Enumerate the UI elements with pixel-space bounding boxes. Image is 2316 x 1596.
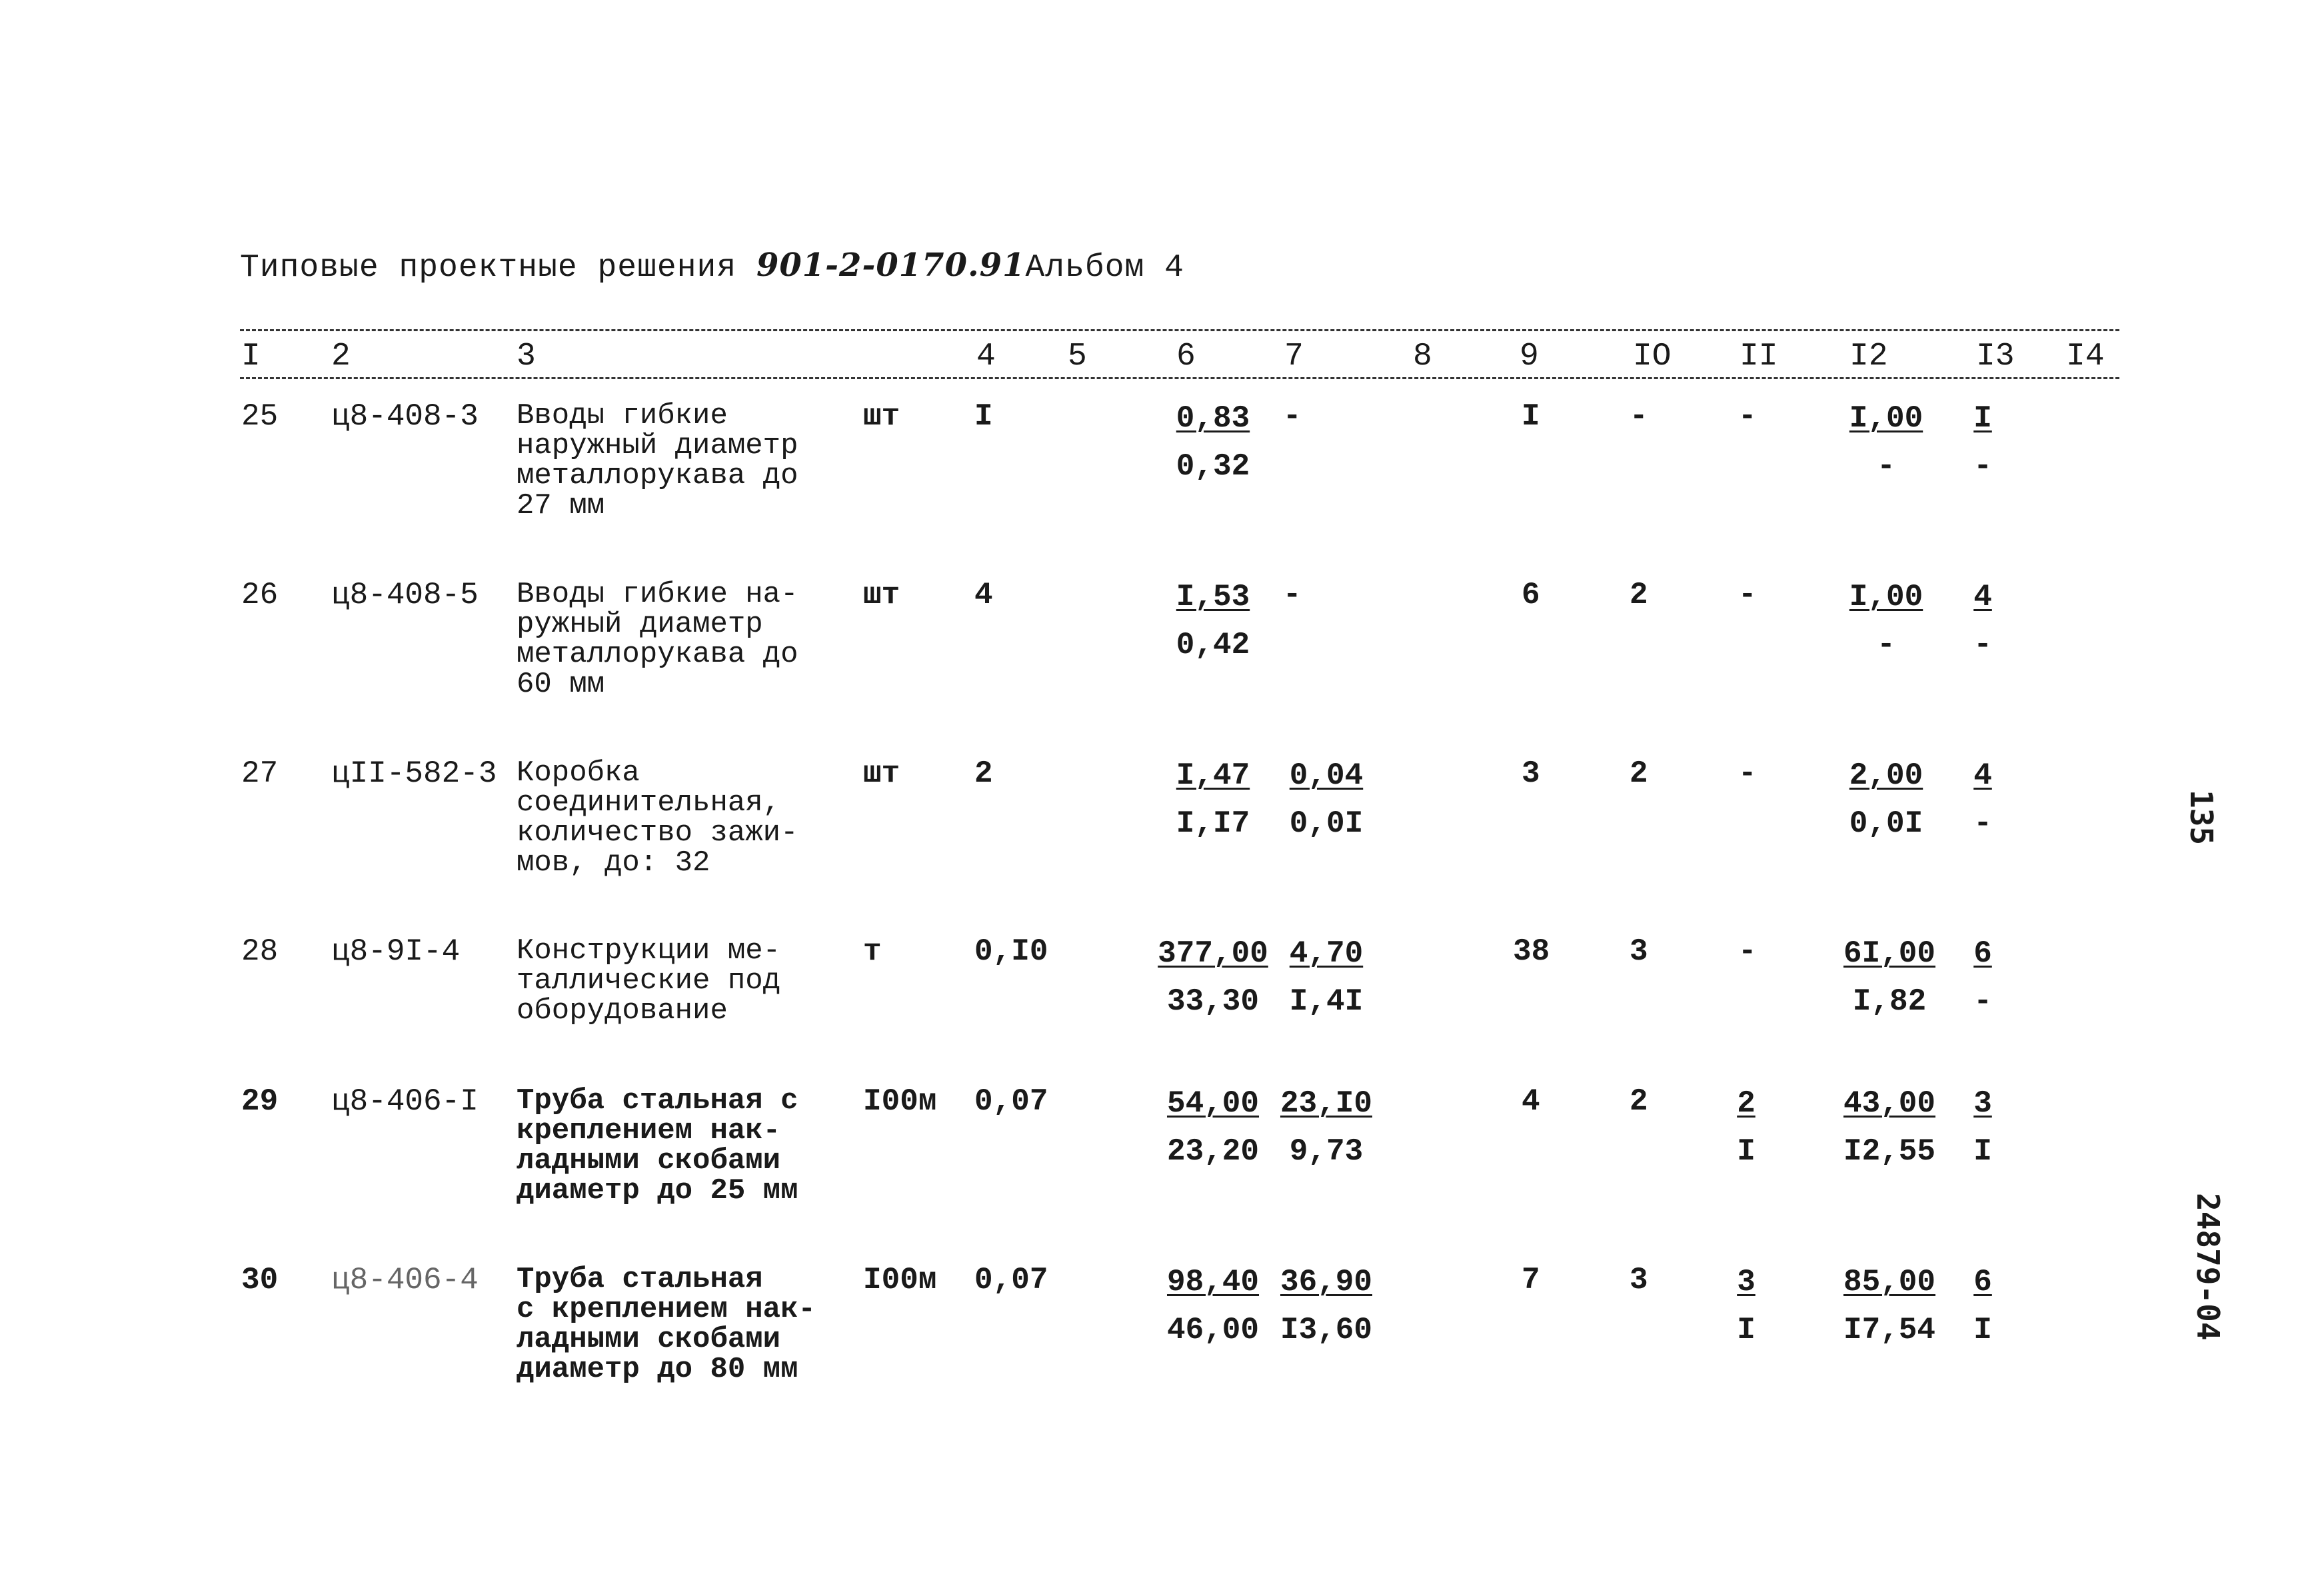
quantity: 2 — [974, 756, 993, 791]
work-description — [517, 1086, 863, 1206]
value-denominator: 46,00 — [1166, 1313, 1260, 1347]
value-numerator: 98,40 — [1166, 1265, 1260, 1299]
quantity: 4 — [974, 578, 993, 612]
row-number: 26 — [241, 578, 279, 612]
value-col-13 — [1966, 1086, 1999, 1169]
value-col-12 — [1839, 580, 1933, 662]
value-numerator: 36,90 — [1280, 1265, 1373, 1299]
description-line: Вводы гибкие на- — [517, 578, 798, 611]
description-line: с креплением нак- — [517, 1293, 816, 1326]
description-line: ладными скобами — [517, 1144, 781, 1178]
column-number: 9 — [1520, 339, 1539, 375]
description-line: диаметр до 80 мм — [517, 1353, 798, 1386]
rate-code: цII-582-3 — [331, 756, 497, 791]
value-denominator: 23,20 — [1166, 1134, 1260, 1169]
value-col-11 — [1730, 1265, 1763, 1347]
value-numerator: I,00 — [1849, 580, 1923, 614]
value-col-7 — [1276, 758, 1376, 841]
description-line: Конструкции ме- — [517, 934, 781, 968]
description-line: соединительная, — [517, 786, 781, 820]
description-line: 60 мм — [517, 668, 605, 701]
description-line: Труба стальная с — [517, 1084, 798, 1118]
value-col-9: 3 — [1522, 756, 1540, 791]
value-denominator: 33,30 — [1166, 984, 1260, 1019]
value-denominator: - — [1877, 628, 1895, 662]
column-number: 5 — [1068, 339, 1087, 375]
description-line: металлорукава до — [517, 459, 798, 492]
column-number: 4 — [976, 339, 996, 375]
value-denominator: 0,0I — [1849, 806, 1923, 841]
value-col-13 — [1966, 758, 1999, 841]
value-col-10: - — [1630, 399, 1648, 434]
value-col-11: - — [1738, 578, 1757, 612]
value-col-12 — [1839, 758, 1933, 841]
value-col-6 — [1163, 401, 1263, 484]
work-description — [517, 1265, 863, 1385]
column-number: 2 — [331, 339, 351, 375]
work-description — [517, 758, 863, 878]
header-series: 901-2-0170.91 — [756, 247, 1026, 284]
description-line: ладными скобами — [517, 1323, 781, 1356]
value-col-12 — [1839, 401, 1933, 484]
column-number: 7 — [1284, 339, 1304, 375]
quantity: 0,07 — [974, 1263, 1048, 1297]
value-col-9: 6 — [1522, 578, 1540, 612]
value-col-6 — [1163, 758, 1263, 841]
value-denominator: - — [1973, 449, 1992, 484]
value-denominator: I3,60 — [1280, 1313, 1373, 1347]
unit: шт — [863, 399, 900, 434]
column-number: 8 — [1413, 339, 1432, 375]
column-number: I2 — [1849, 339, 1888, 375]
value-numerator: I — [1973, 401, 1992, 436]
unit: I00м — [863, 1084, 937, 1119]
value-col-6 — [1156, 936, 1270, 1019]
value-col-13 — [1966, 580, 1999, 662]
value-col-7 — [1276, 1086, 1376, 1169]
value-denominator: I2,55 — [1843, 1134, 1936, 1169]
value-denominator: I — [1737, 1134, 1755, 1169]
value-col-10: 3 — [1630, 934, 1648, 969]
value-numerator: I,47 — [1176, 758, 1250, 793]
column-number: I4 — [2066, 339, 2105, 375]
description-line: металлорукава до — [517, 638, 798, 671]
value-numerator: 4,70 — [1289, 936, 1364, 971]
value-col-9: 4 — [1522, 1084, 1540, 1119]
document-code: 24879-04 — [2190, 1193, 2226, 1341]
value-col-10: 2 — [1630, 578, 1648, 612]
description-line: оборудование — [517, 994, 728, 1028]
unit: шт — [863, 578, 900, 612]
value-col-6 — [1163, 580, 1263, 662]
unit: шт — [863, 756, 900, 791]
column-number: 3 — [517, 339, 536, 375]
work-description — [517, 936, 863, 1026]
work-description — [517, 580, 863, 700]
document-header — [240, 247, 1184, 286]
row-number: 27 — [241, 756, 279, 791]
value-numerator: 6 — [1973, 1265, 1992, 1299]
rate-code: ц8-406-I — [331, 1084, 479, 1119]
column-number: IO — [1633, 339, 1672, 375]
value-col-12 — [1839, 1086, 1939, 1169]
value-col-7: - — [1283, 578, 1302, 612]
value-denominator: - — [1973, 806, 1992, 841]
value-numerator: 0,83 — [1176, 401, 1250, 436]
value-col-13 — [1966, 401, 1999, 484]
value-col-7: - — [1283, 399, 1302, 434]
value-denominator: I,82 — [1852, 984, 1927, 1019]
row-number: 29 — [241, 1084, 279, 1119]
row-number: 30 — [241, 1263, 279, 1297]
table-header-rule — [240, 377, 2119, 379]
description-line: ружный диаметр — [517, 608, 763, 641]
value-numerator: 23,I0 — [1280, 1086, 1373, 1121]
description-line: Коробка — [517, 756, 640, 790]
value-denominator: I,4I — [1289, 984, 1364, 1019]
value-numerator: 0,04 — [1289, 758, 1364, 793]
value-col-7 — [1276, 1265, 1376, 1347]
value-denominator: 9,73 — [1289, 1134, 1364, 1169]
value-denominator: I — [1737, 1313, 1755, 1347]
description-line: таллические под — [517, 964, 781, 998]
value-denominator: 0,0I — [1289, 806, 1364, 841]
value-denominator: I — [1973, 1134, 1992, 1169]
value-numerator: 2,00 — [1849, 758, 1923, 793]
value-numerator: 4 — [1973, 580, 1992, 614]
value-numerator: 85,00 — [1843, 1265, 1936, 1299]
rate-code: ц8-408-5 — [331, 578, 479, 612]
column-number: II — [1739, 339, 1778, 375]
value-col-9: 7 — [1522, 1263, 1540, 1297]
value-denominator: 0,32 — [1176, 449, 1250, 484]
row-number: 28 — [241, 934, 279, 969]
rate-code: ц8-9I-4 — [331, 934, 461, 969]
work-description — [517, 401, 863, 521]
description-line: количество зажи- — [517, 816, 798, 850]
value-numerator: 2 — [1737, 1086, 1755, 1121]
value-numerator: I,00 — [1849, 401, 1923, 436]
description-line: наружный диаметр — [517, 429, 798, 462]
header-album: Альбом 4 — [1025, 250, 1184, 286]
description-line: мов, до: 32 — [517, 846, 710, 880]
value-denominator: I7,54 — [1843, 1313, 1936, 1347]
value-col-11 — [1730, 1086, 1763, 1169]
value-col-9: I — [1522, 399, 1540, 434]
value-denominator: I — [1973, 1313, 1992, 1347]
value-col-6 — [1163, 1086, 1263, 1169]
value-col-6 — [1163, 1265, 1263, 1347]
column-number: I3 — [1976, 339, 2015, 375]
value-col-7 — [1276, 936, 1376, 1019]
value-numerator: 3 — [1737, 1265, 1755, 1299]
value-numerator: 377,00 — [1158, 936, 1268, 971]
value-col-11: - — [1738, 756, 1757, 791]
value-col-10: 2 — [1630, 1084, 1648, 1119]
value-col-12 — [1839, 1265, 1939, 1347]
description-line: 27 мм — [517, 489, 605, 522]
page-number: 135 — [2183, 790, 2219, 846]
quantity: I — [974, 399, 993, 434]
column-number: I — [241, 339, 261, 375]
row-number: 25 — [241, 399, 279, 434]
value-col-13 — [1966, 1265, 1999, 1347]
value-denominator: - — [1973, 984, 1992, 1019]
value-numerator: I,53 — [1176, 580, 1250, 614]
description-line: Труба стальная — [517, 1263, 763, 1296]
value-numerator: 43,00 — [1843, 1086, 1936, 1121]
value-denominator: I,I7 — [1176, 806, 1250, 841]
value-numerator: 4 — [1973, 758, 1992, 793]
value-denominator: - — [1877, 449, 1895, 484]
rate-code: ц8-406-4 — [331, 1263, 479, 1297]
table-top-rule — [240, 329, 2119, 331]
unit: I00м — [863, 1263, 937, 1297]
column-number: 6 — [1176, 339, 1196, 375]
value-col-10: 2 — [1630, 756, 1648, 791]
description-line: креплением нак- — [517, 1114, 781, 1148]
description-line: диаметр до 25 мм — [517, 1174, 798, 1207]
value-numerator: 3 — [1973, 1086, 1992, 1121]
value-col-11: - — [1738, 934, 1757, 969]
value-col-12 — [1839, 936, 1939, 1019]
value-col-13 — [1966, 936, 1999, 1019]
value-numerator: 54,00 — [1166, 1086, 1260, 1121]
value-numerator: 6I,00 — [1843, 936, 1936, 971]
value-col-9: 38 — [1513, 934, 1550, 969]
value-denominator: 0,42 — [1176, 628, 1250, 662]
value-col-11: - — [1738, 399, 1757, 434]
header-prefix: Типовые проектные решения — [240, 250, 737, 286]
quantity: 0,07 — [974, 1084, 1048, 1119]
rate-code: ц8-408-3 — [331, 399, 479, 434]
value-numerator: 6 — [1973, 936, 1992, 971]
quantity: 0,I0 — [974, 934, 1048, 969]
value-col-10: 3 — [1630, 1263, 1648, 1297]
description-line: Вводы гибкие — [517, 399, 728, 432]
value-denominator: - — [1973, 628, 1992, 662]
unit: т — [863, 934, 882, 969]
